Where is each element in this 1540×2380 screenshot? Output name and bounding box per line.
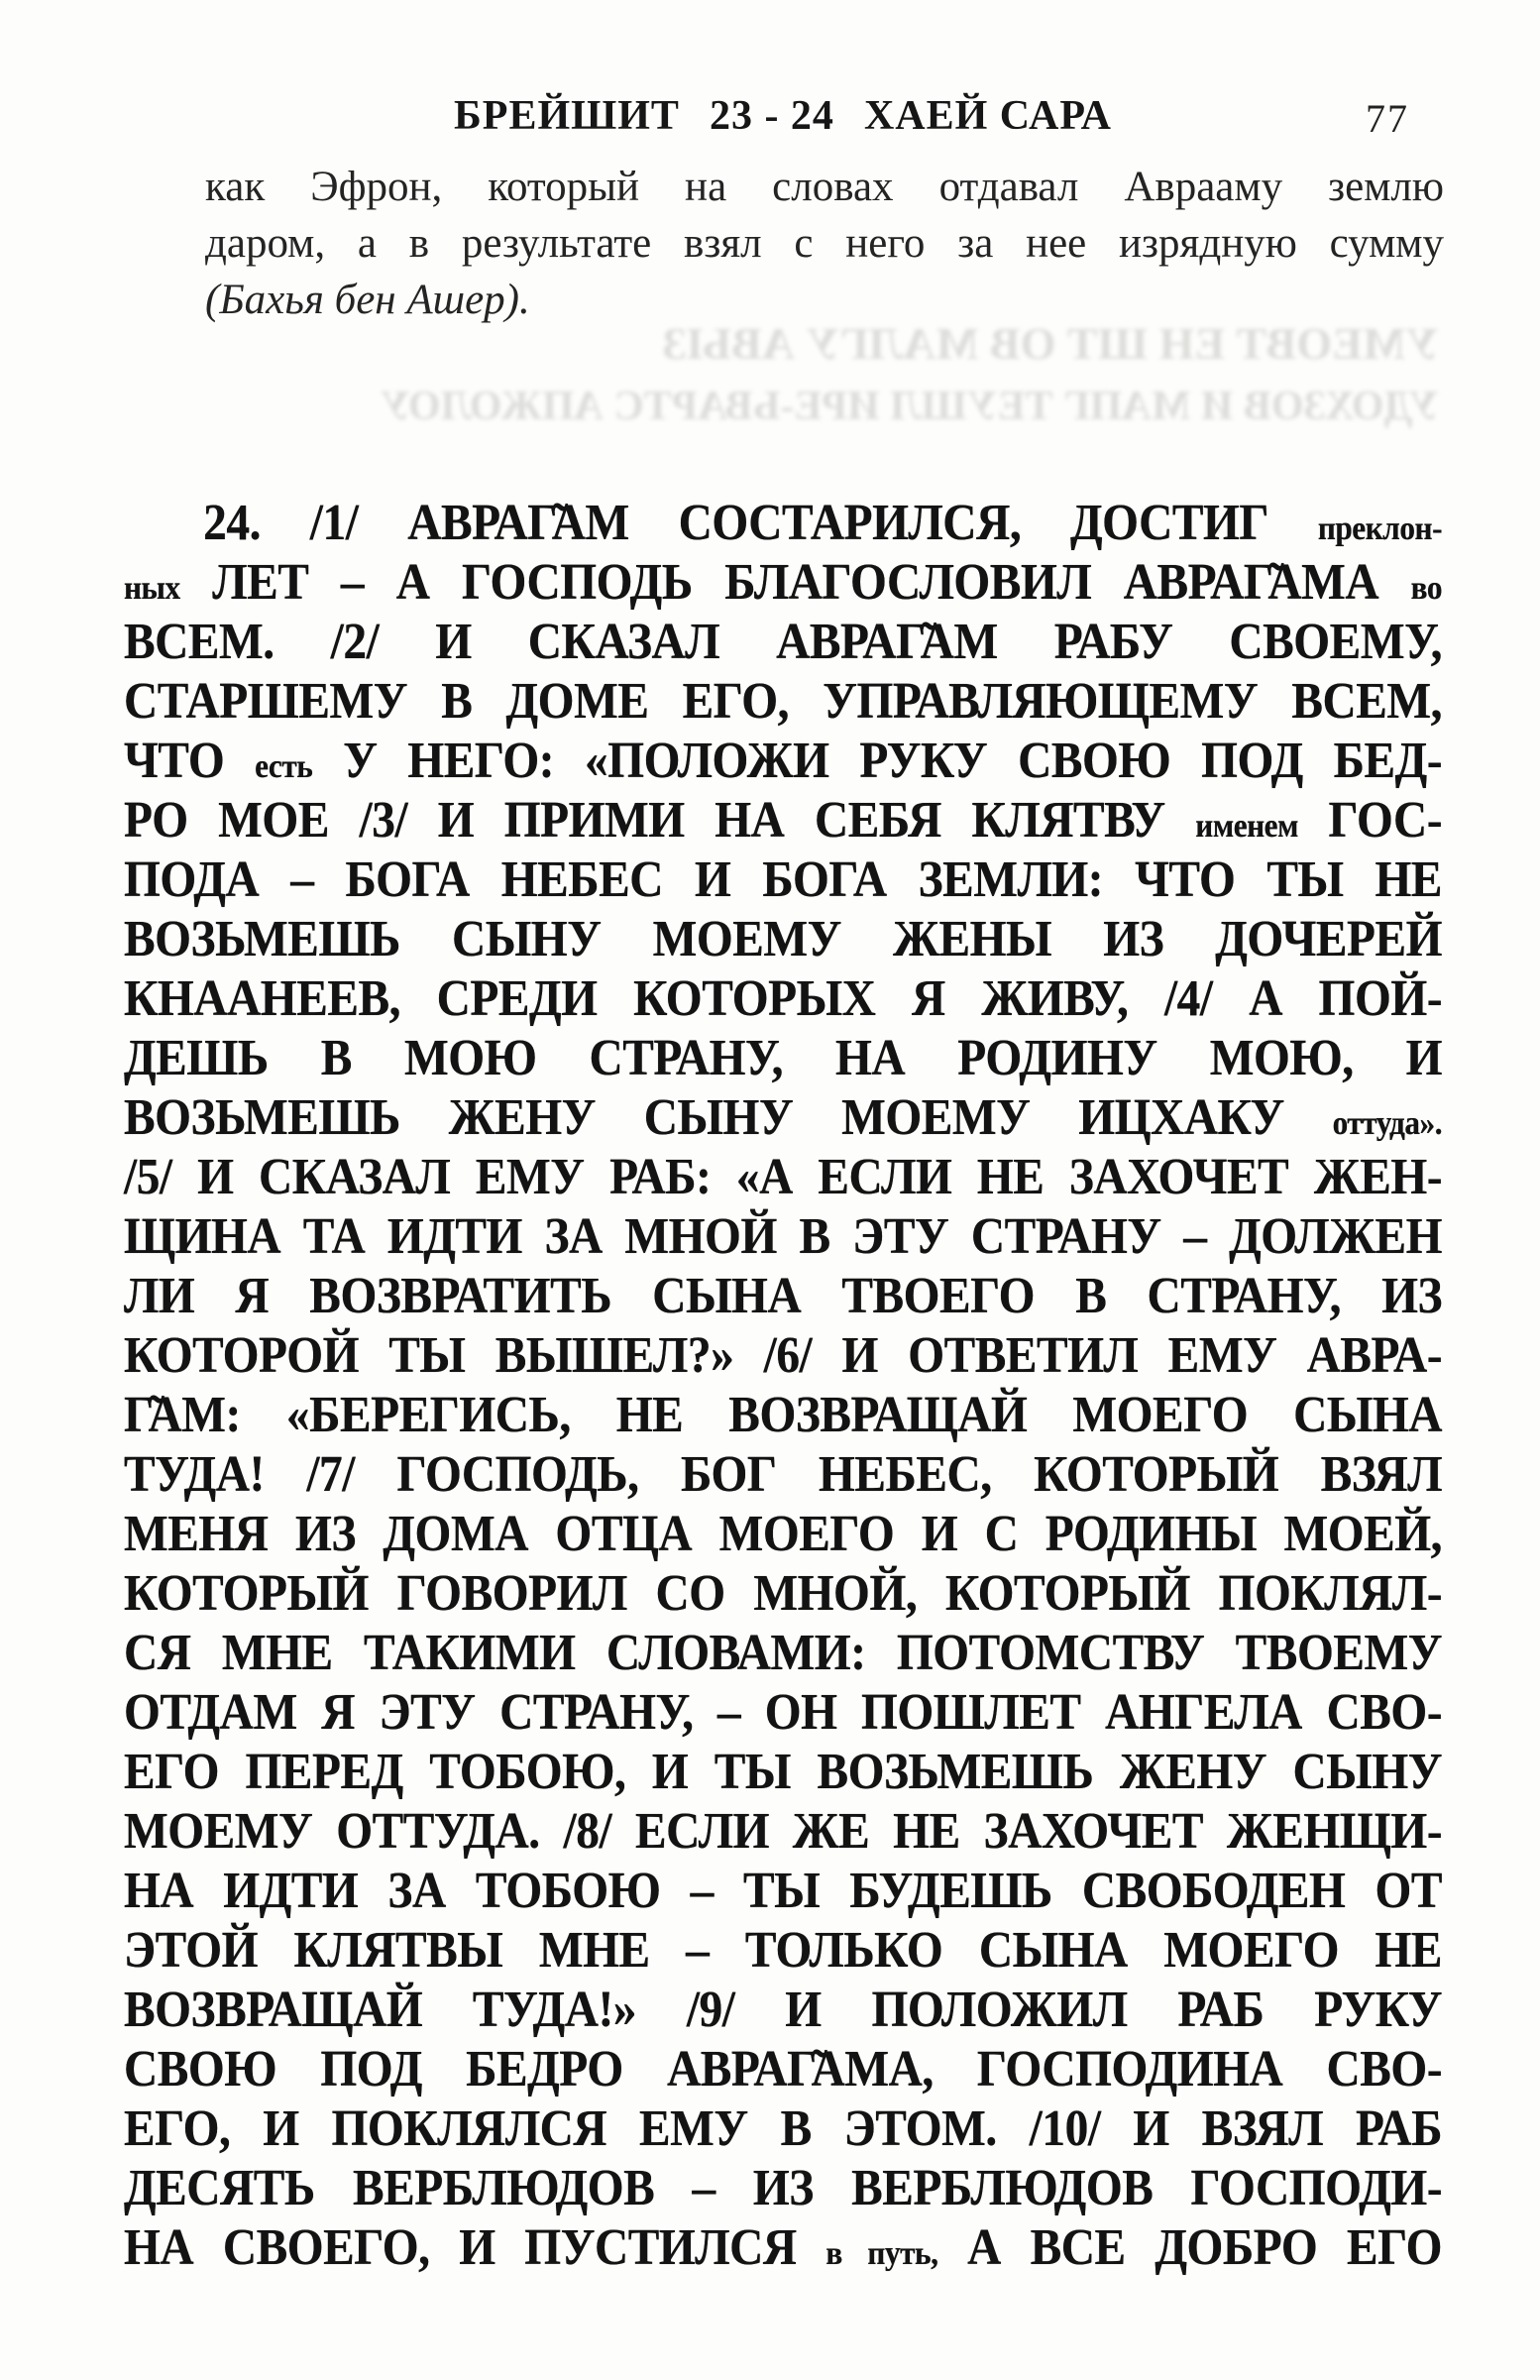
verse-text: ЭТОЙ КЛЯТВЫ МНЕ – ТОЛЬКО СЫНА МОЕГО НЕ xyxy=(124,1922,1443,1979)
verse-text: ОТДАМ Я ЭТУ СТРАНУ, – ОН ПОШЛЕТ АНГЕЛА СВО- xyxy=(124,1684,1443,1741)
verse-text: ЧТО xyxy=(124,733,256,789)
torah-line xyxy=(124,969,1442,1029)
verse-text: МОЕМУ ОТТУДА. /8/ ЕСЛИ ЖЕ НЕ ЗАХОЧЕТ ЖЕНЩИ- xyxy=(124,1803,1443,1860)
verse-text: КНААНЕЕВ, СРЕДИ КОТОРЫХ Я ЖИВУ, /4/ А ПОЙ- xyxy=(124,970,1443,1027)
torah-line xyxy=(124,1981,1442,2040)
verse-text: ЩИНА ТА ИДТИ ЗА МНОЙ В ЭТУ СТРАНУ – ДОЛЖЕН xyxy=(124,1208,1443,1265)
verse-text: А ВСЕ ДОБРО ЕГО xyxy=(937,2219,1443,2276)
verse-text: СВОЮ ПОД БЕДРО АВРАГ̃АМА, ГОСПОДИНА СВО- xyxy=(124,2041,1443,2097)
torah-line xyxy=(124,613,1442,672)
torah-paragraph xyxy=(124,494,1442,2278)
torah-line xyxy=(124,494,1442,553)
commentary-line: даром, а в результате взял с него за нее изрядную сумму xyxy=(205,220,1444,267)
verse-text: Г̃АМ: «БЕРЕГИСЬ, НЕ ВОЗВРАЩАЙ МОЕГО СЫНА xyxy=(124,1387,1443,1443)
torah-line xyxy=(124,1207,1442,1267)
bleed-through-text: УДОХЗОВ И МАПГ ТЕУШЛ ИРЕ-ЬВАРТС АПЖОЛОУ xyxy=(380,384,1439,429)
torah-line xyxy=(124,553,1442,613)
small-word: в путь, xyxy=(825,2234,938,2272)
small-word: есть xyxy=(255,747,313,785)
torah-line xyxy=(124,1029,1442,1088)
verse-text: ВОЗВРАЩАЙ ТУДА!» /9/ И ПОЛОЖИЛ РАБ РУКУ xyxy=(124,1982,1443,2038)
verse-text: РО МОЕ /3/ И ПРИМИ НА СЕБЯ КЛЯТВУ xyxy=(124,792,1196,849)
torah-line xyxy=(124,910,1442,969)
verse-text: ВСЕМ. /2/ И СКАЗАЛ АВРАГ̃АМ РАБУ СВОЕМУ, xyxy=(124,614,1443,670)
parsha-name: ХАЕЙ САРА xyxy=(863,93,1112,139)
torah-line xyxy=(124,1445,1442,1505)
torah-line xyxy=(124,1743,1442,1802)
verse-text: ВОЗЬМЕШЬ ЖЕНУ СЫНУ МОЕМУ ИЦХАКУ xyxy=(124,1089,1333,1146)
torah-line xyxy=(124,1921,1442,1981)
verse-text: ДЕСЯТЬ ВЕРБЛЮДОВ – ИЗ ВЕРБЛЮДОВ ГОСПОДИ- xyxy=(124,2160,1443,2216)
verse-text: СЯ МНЕ ТАКИМИ СЛОВАМИ: ПОТОМСТВУ ТВОЕМУ xyxy=(124,1625,1443,1681)
torah-line xyxy=(124,850,1442,910)
book-title: БРЕЙШИТ xyxy=(454,93,680,139)
commentary-attribution: (Бахья бен Ашер). xyxy=(205,277,530,323)
small-word: во xyxy=(1410,569,1443,607)
verse-text: СТАРШЕМУ В ДОМЕ ЕГО, УПРАВЛЯЮЩЕМУ ВСЕМ, xyxy=(124,673,1443,730)
verse-text: У НЕГО: «ПОЛОЖИ РУКУ СВОЮ ПОД БЕД- xyxy=(312,733,1443,789)
torah-line xyxy=(124,1326,1442,1386)
torah-line xyxy=(124,1683,1442,1743)
verse-text: НА ИДТИ ЗА ТОБОЮ – ТЫ БУДЕШЬ СВОБОДЕН ОТ xyxy=(124,1863,1443,1919)
verse-text: ЕГО ПЕРЕД ТОБОЮ, И ТЫ ВОЗЬМЕШЬ ЖЕНУ СЫНУ xyxy=(124,1744,1443,1800)
small-word: ных xyxy=(124,569,180,607)
verse-text: ЛЕТ – А ГОСПОДЬ БЛАГОСЛОВИЛ АВРАГ̃АМА xyxy=(179,554,1411,611)
torah-line xyxy=(124,1088,1442,1148)
torah-line xyxy=(124,1148,1442,1207)
torah-line xyxy=(124,2099,1442,2159)
torah-line xyxy=(124,1862,1442,1921)
verse-text: ТУДА! /7/ ГОСПОДЬ, БОГ НЕБЕС, КОТОРЫЙ ВЗЯЛ xyxy=(124,1446,1443,1503)
verse-text: ЕГО, И ПОКЛЯЛСЯ ЕМУ В ЭТОМ. /10/ И ВЗЯЛ РАБ xyxy=(124,2100,1443,2157)
torah-line xyxy=(124,672,1442,732)
verse-text: ПОДА – БОГА НЕБЕС И БОГА ЗЕМЛИ: ЧТО ТЫ НЕ xyxy=(124,851,1443,908)
torah-line xyxy=(124,1386,1442,1445)
commentary-paragraph xyxy=(205,159,1444,328)
verse-text: 24. /1/ АВРАГ̃АМ СОСТАРИЛСЯ, ДОСТИГ xyxy=(203,495,1318,551)
torah-line xyxy=(124,1267,1442,1326)
torah-line xyxy=(124,1505,1442,1564)
torah-line xyxy=(124,2040,1442,2099)
torah-line xyxy=(124,791,1442,850)
torah-line xyxy=(124,2218,1442,2278)
torah-line xyxy=(124,1624,1442,1683)
verse-text: /5/ И СКАЗАЛ ЕМУ РАБ: «А ЕСЛИ НЕ ЗАХОЧЕТ ЖЕН- xyxy=(124,1149,1443,1205)
verse-text: ВОЗЬМЕШЬ СЫНУ МОЕМУ ЖЕНЫ ИЗ ДОЧЕРЕЙ xyxy=(124,911,1443,967)
verse-text: НА СВОЕГО, И ПУСТИЛСЯ xyxy=(124,2219,826,2276)
small-word: именем xyxy=(1195,807,1298,845)
chapter-range: 23 - 24 xyxy=(709,93,834,139)
torah-line xyxy=(124,1564,1442,1624)
torah-line xyxy=(124,2159,1442,2218)
running-header xyxy=(124,93,1442,139)
torah-line xyxy=(124,732,1442,791)
verse-text: ДЕШЬ В МОЮ СТРАНУ, НА РОДИНУ МОЮ, И xyxy=(124,1030,1443,1086)
commentary-line: как Эфрон, который на словах отдавал Аврааму землю xyxy=(205,164,1444,210)
torah-line xyxy=(124,1802,1442,1862)
verse-text: МЕНЯ ИЗ ДОМА ОТЦА МОЕГО И С РОДИНЫ МОЕЙ, xyxy=(124,1506,1443,1562)
small-word: оттуда». xyxy=(1332,1104,1443,1142)
verse-text: КОТОРЫЙ ГОВОРИЛ СО МНОЙ, КОТОРЫЙ ПОКЛЯЛ- xyxy=(124,1565,1443,1622)
page-number: 77 xyxy=(1366,96,1409,141)
verse-text: ЛИ Я ВОЗВРАТИТЬ СЫНА ТВОЕГО В СТРАНУ, ИЗ xyxy=(124,1268,1443,1324)
bleed-through-text: УМЕОВТ ЕН ШТ ОВ МАЛГУ АВЫЗ xyxy=(662,318,1439,369)
verse-text: ГОС- xyxy=(1297,792,1443,849)
verse-text: КОТОРОЙ ТЫ ВЫШЕЛ?» /6/ И ОТВЕТИЛ ЕМУ АВРА- xyxy=(124,1327,1443,1384)
small-word: преклон- xyxy=(1317,510,1443,547)
